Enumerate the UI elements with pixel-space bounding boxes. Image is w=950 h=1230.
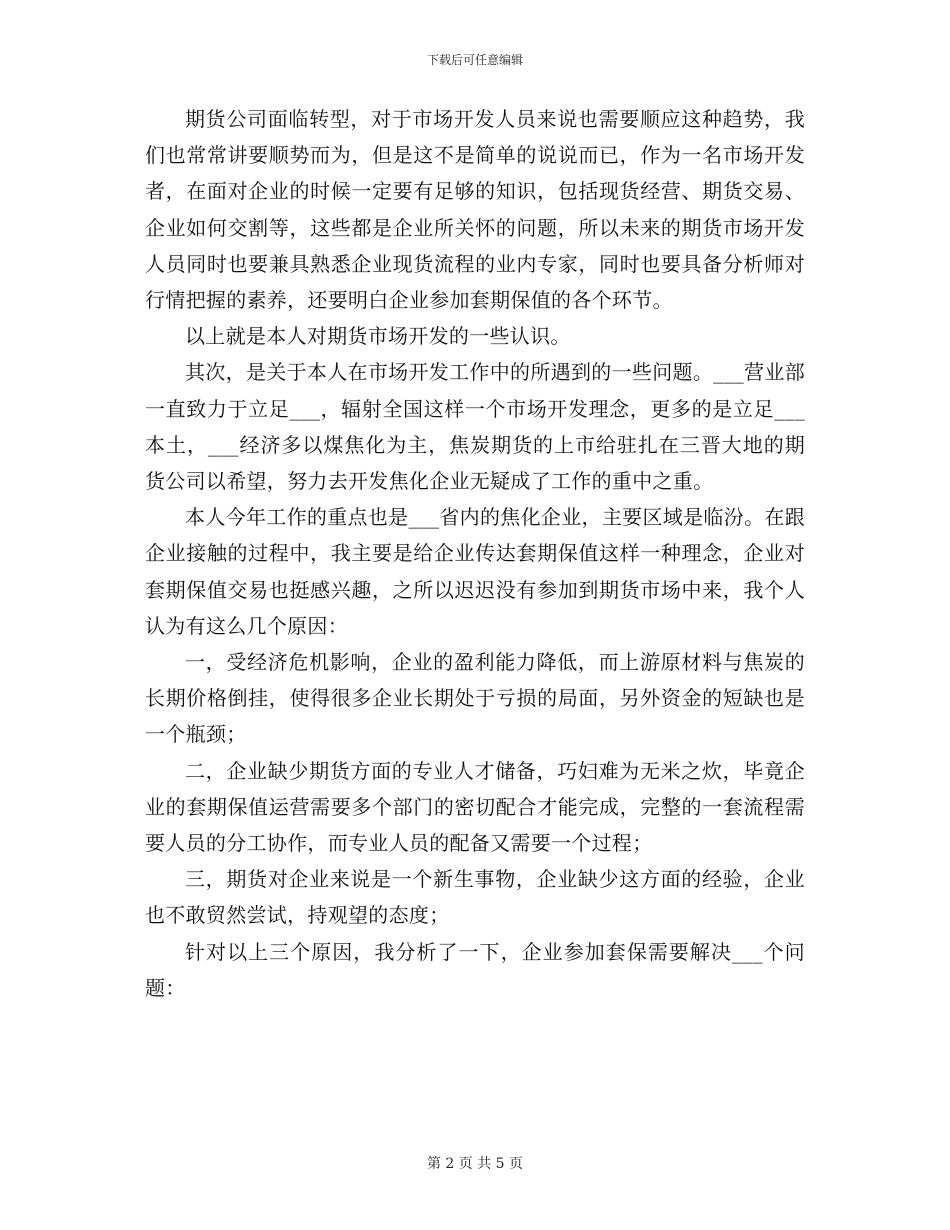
paragraph-focus: 本人今年工作的重点也是___省内的焦化企业，主要区域是临汾。在跟企业接触的过程中，我主要是给企业传达套期保值这样一种理念，企业对套期保值交易也挺感兴趣，之所以迟迟没有参加到期货市场中来，我个人认为有这么几个原因：: [145, 505, 805, 638]
paragraph-reason-two: 二，企业缺少期货方面的专业人才储备，巧妇难为无米之炊，毕竟企业的套期保值运营需要多个部门的密切配合才能完成，完整的一套流程需要人员的分工协作，而专业人员的配备又需要一个过程；: [145, 758, 805, 856]
paragraph-reason-one: 一，受经济危机影响，企业的盈利能力降低，而上游原材料与焦炭的长期价格倒挂，使得很多企业长期处于亏损的局面，另外资金的短缺也是一个瓶颈；: [145, 650, 805, 747]
paragraph-analysis: 针对以上三个原因，我分析了一下，企业参加套保需要解决___个问题：: [145, 939, 805, 1000]
paragraph-reason-three: 三，期货对企业来说是一个新生事物，企业缺少这方面的经验，企业也不敢贸然尝试，持观望的态度；: [145, 867, 805, 928]
paragraph-summary: 以上就是本人对期货市场开发的一些认识。: [185, 324, 571, 349]
paragraph-problems: 其次，是关于本人在市场开发工作中的所遇到的一些问题。___营业部一直致力于立足___，辐射全国这样一个市场开发理念，更多的是立足___本土，___经济多以煤焦化为主，焦炭期货的上市给驻扎在三晋大地的期货公司以希望，努力去开发焦化企业无疑成了工作的重中之重。: [145, 360, 805, 494]
page-header: 下载后可任意编辑: [426, 53, 523, 67]
document-body: [145, 101, 805, 1006]
paragraph-transformation: 期货公司面临转型，对于市场开发人员来说也需要顺应这种趋势，我们也常常讲要顺势而为，但是这不是简单的说说而已，作为一名市场开发者，在面对企业的时候一定要有足够的知识，包括现货经营、期货交易、企业如何交割等，这些都是企业所关怀的问题，所以未来的期货市场开发人员同时也要兼具熟悉企业现货流程的业内专家，同时也要具备分析师对行情把握的素养，还要明白企业参加套期保值的各个环节。: [145, 107, 805, 313]
page-number: 第 2 页 共 5 页: [426, 1156, 524, 1172]
